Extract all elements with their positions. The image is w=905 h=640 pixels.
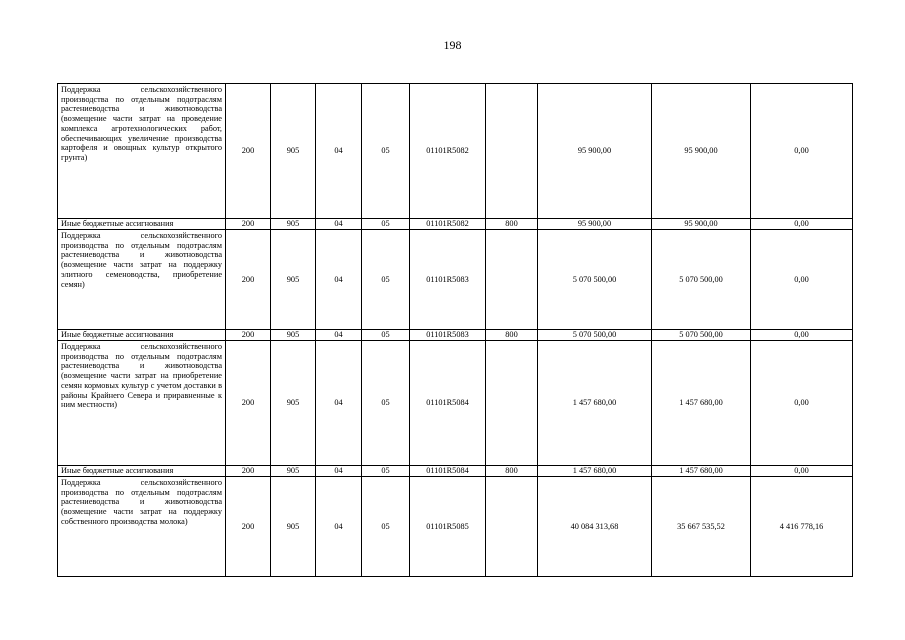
cell-code: 05 [362, 219, 410, 230]
cell-expense-type: 800 [486, 219, 538, 230]
cell-code: 905 [271, 84, 316, 219]
cell-code: 200 [226, 330, 271, 341]
cell-amount: 95 900,00 [538, 84, 652, 219]
cell-code: 200 [226, 466, 271, 477]
cell-code: 05 [362, 330, 410, 341]
cell-amount: 1 457 680,00 [538, 341, 652, 466]
budget-table [57, 83, 853, 577]
table-row [58, 84, 853, 219]
cell-amount: 0,00 [751, 466, 853, 477]
cell-amount: 1 457 680,00 [538, 466, 652, 477]
cell-code: 905 [271, 219, 316, 230]
cell-amount: 1 457 680,00 [652, 466, 751, 477]
row-name: Иные бюджетные ассигнования [58, 219, 226, 230]
cell-amount: 0,00 [751, 84, 853, 219]
row-name: Иные бюджетные ассигнования [58, 466, 226, 477]
table-row [58, 341, 853, 466]
cell-amount: 95 900,00 [652, 84, 751, 219]
cell-code: 05 [362, 230, 410, 330]
cell-target-article: 01101R5084 [410, 341, 486, 466]
row-name: Поддержка сельскохозяйственного производства по отдельным подотраслям растениеводства и животноводства (возмещение части затрат на поддержку собственного производства молока) [58, 477, 226, 577]
row-name: Поддержка сельскохозяйственного производства по отдельным подотраслям растениеводства и животноводства (возмещение части затрат на поддержку элитного семеноводства, приобретение семян) [58, 230, 226, 330]
cell-target-article: 01101R5082 [410, 219, 486, 230]
cell-target-article: 01101R5083 [410, 330, 486, 341]
cell-target-article: 01101R5084 [410, 466, 486, 477]
table-row [58, 466, 853, 477]
cell-code: 200 [226, 84, 271, 219]
cell-amount: 4 416 778,16 [751, 477, 853, 577]
row-name: Поддержка сельскохозяйственного производства по отдельным подотраслям растениеводства и животноводства (возмещение части затрат на проведение комплекса агротехнологических работ, обеспечивающих увеличение производства картофеля и овощных культур открытого грунта) [58, 84, 226, 219]
cell-amount: 5 070 500,00 [652, 330, 751, 341]
cell-expense-type: 800 [486, 466, 538, 477]
cell-code: 200 [226, 219, 271, 230]
cell-code: 04 [316, 466, 362, 477]
table-row [58, 230, 853, 330]
cell-expense-type [486, 230, 538, 330]
cell-amount: 1 457 680,00 [652, 341, 751, 466]
cell-code: 04 [316, 219, 362, 230]
table-row [58, 219, 853, 230]
cell-code: 200 [226, 341, 271, 466]
cell-code: 905 [271, 330, 316, 341]
cell-target-article: 01101R5085 [410, 477, 486, 577]
cell-expense-type: 800 [486, 330, 538, 341]
cell-expense-type [486, 84, 538, 219]
cell-code: 905 [271, 477, 316, 577]
cell-amount: 95 900,00 [652, 219, 751, 230]
row-name: Поддержка сельскохозяйственного производства по отдельным подотраслям растениеводства и животноводства (возмещение части затрат на приобретение семян кормовых культур с учетом доставки в районы Крайнего Севера и приравненные к ним местности) [58, 341, 226, 466]
cell-amount: 5 070 500,00 [652, 230, 751, 330]
cell-code: 905 [271, 341, 316, 466]
cell-code: 200 [226, 477, 271, 577]
cell-code: 04 [316, 330, 362, 341]
cell-code: 905 [271, 466, 316, 477]
cell-code: 05 [362, 341, 410, 466]
cell-amount: 40 084 313,68 [538, 477, 652, 577]
cell-amount: 5 070 500,00 [538, 330, 652, 341]
cell-amount: 0,00 [751, 219, 853, 230]
cell-code: 04 [316, 341, 362, 466]
cell-amount: 5 070 500,00 [538, 230, 652, 330]
cell-code: 05 [362, 84, 410, 219]
row-name: Иные бюджетные ассигнования [58, 330, 226, 341]
cell-code: 05 [362, 477, 410, 577]
cell-code: 05 [362, 466, 410, 477]
cell-amount: 0,00 [751, 341, 853, 466]
cell-expense-type [486, 341, 538, 466]
cell-amount: 95 900,00 [538, 219, 652, 230]
cell-target-article: 01101R5083 [410, 230, 486, 330]
cell-code: 04 [316, 477, 362, 577]
cell-target-article: 01101R5082 [410, 84, 486, 219]
cell-code: 200 [226, 230, 271, 330]
cell-amount: 0,00 [751, 230, 853, 330]
cell-code: 04 [316, 230, 362, 330]
cell-code: 04 [316, 84, 362, 219]
page-number: 198 [443, 38, 462, 52]
cell-code: 905 [271, 230, 316, 330]
cell-amount: 0,00 [751, 330, 853, 341]
table-row [58, 330, 853, 341]
table-row [58, 477, 853, 577]
cell-expense-type [486, 477, 538, 577]
cell-amount: 35 667 535,52 [652, 477, 751, 577]
